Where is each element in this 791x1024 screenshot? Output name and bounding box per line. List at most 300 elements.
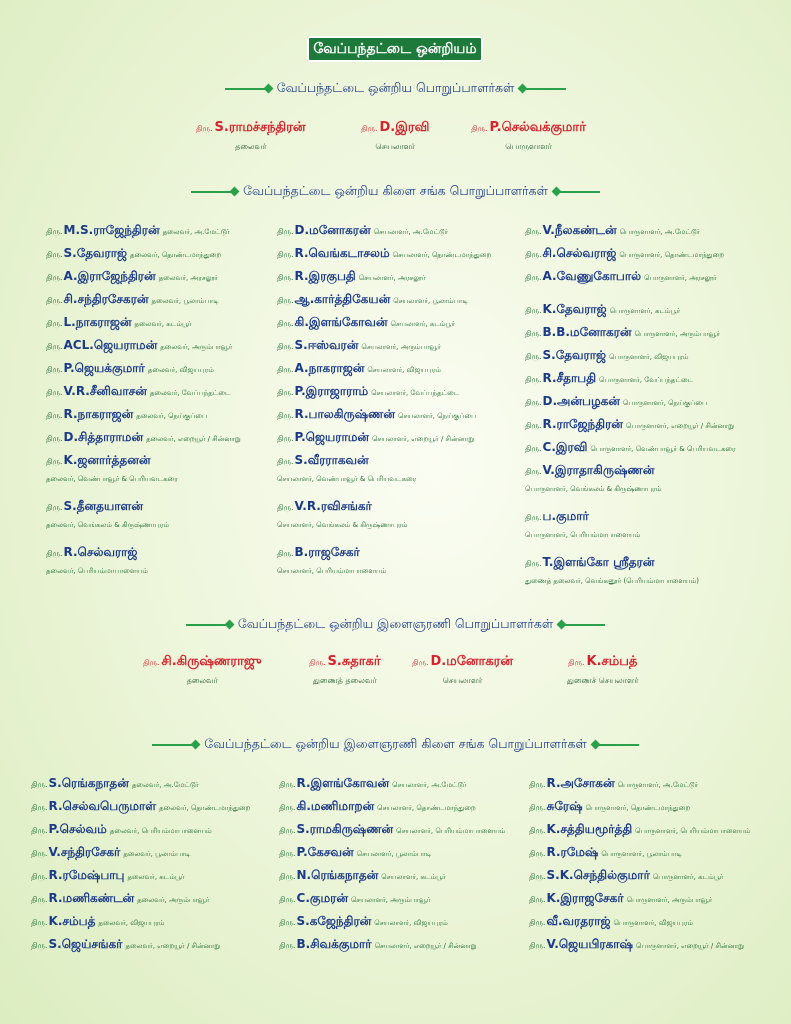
member-name: சி.சந்திரசேகரன்	[63, 292, 149, 306]
officer-block	[143, 650, 262, 686]
list-item	[525, 551, 736, 597]
member-name: K.சத்தியமூர்த்தி	[546, 822, 633, 836]
prefix: திரு.	[525, 352, 542, 361]
prefix: திரு.	[46, 342, 63, 351]
member-name: S.தீனதயாளன்	[63, 499, 144, 513]
prefix: திரு.	[46, 549, 63, 558]
prefix: திரு.	[525, 250, 542, 259]
member-role: செயலாளர், எறையூர் / சின்னாறு	[374, 942, 477, 950]
prefix: திரு.	[525, 421, 542, 430]
list-item	[525, 390, 736, 413]
prefix: திரு.	[46, 457, 63, 466]
member-name: T.இளங்கோ ஸ்ரீதரன்	[542, 555, 655, 569]
prefix: திரு.	[46, 365, 63, 374]
prefix: திரு.	[525, 398, 542, 407]
member-role: செயலாளர், தொண்டமாந்துறை	[377, 804, 476, 812]
list-item	[529, 795, 750, 818]
member-name: R.வெங்கடாசலம்	[294, 246, 390, 260]
member-name: S.ரெங்கநாதன்	[48, 776, 129, 790]
prefix: திரு.	[46, 296, 63, 305]
youth-column-presidents	[31, 772, 250, 956]
prefix: திரு.	[31, 918, 48, 927]
list-item	[277, 265, 491, 288]
member-name: R.அசோகன்	[546, 776, 615, 790]
divider-right	[561, 624, 605, 626]
prefix: திரு.	[529, 826, 546, 835]
list-item	[279, 887, 505, 910]
list-item	[46, 242, 241, 265]
list-item	[529, 841, 750, 864]
prefix: திரு.	[277, 503, 294, 512]
member-name: R.பாலகிருஷ்ணன்	[294, 407, 395, 421]
member-name: P.ஜெயராமன்	[294, 430, 370, 444]
prefix: திரு.	[46, 273, 63, 282]
prefix: திரு.	[279, 803, 296, 812]
member-role: பொருளாளர், பெரியம்மாபாளையம்	[525, 531, 641, 539]
section-heading-youth: வேப்பந்தட்டை ஒன்றிய இளைஞரணி பொறுப்பாளர்கள்	[0, 616, 791, 632]
member-role: தலைவர், அரும்பாவூர்	[137, 896, 210, 904]
list-item	[525, 505, 736, 551]
prefix: திரு.	[277, 388, 294, 397]
list-item	[46, 311, 241, 334]
member-role: செயலாளர், கடம்பூர்	[390, 320, 455, 328]
member-role: தலைவர், விஜயபுரம்	[98, 919, 165, 927]
prefix: திரு.	[361, 124, 378, 133]
prefix: திரு.	[525, 444, 542, 453]
member-name: K.சம்பத்	[48, 914, 96, 928]
member-role: செயலாளர், அரும்பாவூர்	[361, 343, 441, 351]
prefix: திரு.	[277, 411, 294, 420]
member-name: B.B.மனோகரன்	[542, 325, 632, 339]
list-item	[31, 841, 250, 864]
member-role: தலைவர், கடம்பூர்	[134, 320, 192, 328]
member-role: தலைவர், வேப்பந்தட்டை	[149, 389, 231, 397]
member-name: M.S.ராஜேந்திரன்	[63, 223, 160, 237]
member-role: தலைவர், அ.மேட்டூர்	[162, 228, 230, 236]
divider-left	[191, 191, 235, 193]
list-item	[31, 772, 250, 795]
member-role: பொருளாளர், அரசலூர்	[644, 274, 717, 282]
officer-name: P.செல்வக்குமார்	[489, 120, 586, 135]
member-name: V.இராதாகிருஷ்ணன்	[542, 463, 655, 477]
prefix: திரு.	[46, 388, 63, 397]
member-role: செயலாளர், வெங்கலம் & கிருஷ்ணாபுரம்	[277, 521, 408, 529]
list-item	[529, 887, 750, 910]
member-role: தலைவர், பூலாம்பாடி	[151, 297, 219, 305]
member-name: S.கஜேந்திரன்	[296, 914, 372, 928]
member-role: தலைவர், வெண்பாவூர் & பெரியவடகரை	[46, 475, 178, 483]
member-role: பொருளாளர், தொண்டமாந்துறை	[619, 251, 724, 259]
member-role: செயலாளர், கடம்பூர்	[381, 873, 446, 881]
prefix: திரு.	[529, 941, 546, 950]
list-item	[279, 910, 505, 933]
member-role: பொருளாளர், எறையூர் / சின்னாறு	[625, 422, 734, 430]
member-role: செயலாளர், பெரியம்மாபாளையம்	[396, 827, 506, 835]
youth-column-treasurers	[529, 772, 750, 956]
prefix: திரு.	[529, 895, 546, 904]
officer-name: K.சம்பத்	[586, 654, 638, 669]
member-role: தலைவர், நெய்குப்பை	[136, 412, 208, 420]
list-item	[46, 265, 241, 288]
prefix: திரு.	[529, 872, 546, 881]
list-item	[277, 449, 491, 495]
officer-name-line	[143, 650, 262, 670]
member-role: செயலாளர், தொண்டமாந்துறை	[392, 251, 492, 259]
member-role: துணைத் தலைவர், வெங்கனூர் (பெரியம்மாபாளையம்)	[525, 577, 699, 585]
member-name: D.சித்தாராமன்	[63, 430, 144, 444]
list-item	[31, 887, 250, 910]
member-name: கி.மணிமாறன்	[296, 799, 375, 813]
prefix: திரு.	[568, 658, 585, 667]
member-name: V.ஜெயபிரகாஷ்	[546, 937, 633, 951]
divider-right	[595, 744, 639, 746]
divider-right	[522, 88, 566, 90]
member-name: C.இரவி	[542, 440, 588, 454]
prefix: திரு.	[529, 803, 546, 812]
list-item	[529, 818, 750, 841]
prefix: திரு.	[277, 319, 294, 328]
member-role: பொருளாளர், அரும்பாவூர்	[634, 330, 721, 338]
prefix: திரு.	[277, 457, 294, 466]
member-name: R.செல்வராஜ்	[63, 545, 138, 559]
member-role: செயலாளர், அ.மேட்டூர்	[373, 228, 449, 236]
list-item	[277, 311, 491, 334]
member-name: சுரேஷ்	[546, 799, 583, 813]
list-item	[529, 910, 750, 933]
member-name: S.K.செந்தில்குமார்	[546, 868, 650, 882]
member-role: செயலாளர், வேப்பந்தட்டை	[371, 389, 460, 397]
prefix: திரு.	[143, 658, 160, 667]
member-name: K.ஜனார்த்தனன்	[63, 453, 151, 467]
prefix: திரு.	[279, 918, 296, 927]
list-item	[277, 219, 491, 242]
member-role: செயலாளர், நெய்குப்பை	[398, 412, 477, 420]
member-role: பொருளாளர், விஜயபுரம்	[613, 919, 694, 927]
member-name: L.நாகராஜன்	[63, 315, 132, 329]
officer-role: செயலாளர்	[442, 676, 483, 685]
divider-right	[556, 191, 600, 193]
prefix: திரு.	[525, 273, 542, 282]
member-name: V.சந்திரசேகர்	[48, 845, 121, 859]
section-heading-youth-branch: வேப்பந்தட்டை ஒன்றிய இளைஞரணி கிளை சங்க பொறுப்பாளர்கள்	[0, 736, 791, 752]
prefix: திரு.	[46, 434, 63, 443]
list-item	[525, 413, 736, 436]
prefix: திரு.	[31, 872, 48, 881]
list-item	[277, 357, 491, 380]
list-item	[31, 795, 250, 818]
officer-role: செயலாளர்	[375, 142, 416, 151]
member-role: பொருளாளர், பெரியம்மாபாளையம்	[635, 827, 751, 835]
prefix: திரு.	[196, 124, 213, 133]
member-name: P.இராஜாராம்	[294, 384, 369, 398]
member-role: செயலாளர், அரும்பாவூர்	[350, 896, 431, 904]
prefix: திரு.	[279, 872, 296, 881]
list-item	[31, 864, 250, 887]
list-item	[46, 541, 241, 587]
list-item	[277, 242, 491, 265]
member-role: தலைவர், தொண்டமாந்துறை	[130, 251, 222, 259]
list-item	[279, 795, 505, 818]
list-item	[525, 344, 736, 367]
officer-name: சி.கிருஷ்ணராஜு	[161, 654, 262, 669]
list-item	[46, 357, 241, 380]
member-name: B.ராஜசேகர்	[294, 545, 360, 559]
list-item	[525, 367, 736, 390]
member-role: செயலாளர், வெண்பாவூர் & பெரியவடகரை	[277, 475, 417, 483]
list-item	[277, 541, 491, 587]
member-role: தலைவர், எறையூர் / சின்னாறு	[146, 435, 241, 443]
member-role: பொருளாளர், விஜயபுரம்	[609, 353, 689, 361]
member-role: பொருளாளர், கடம்பூர்	[652, 873, 724, 881]
member-name: S.ராமகிருஷ்ணன்	[296, 822, 394, 836]
member-name: S.தேவராஜ்	[542, 348, 607, 362]
prefix: திரு.	[525, 329, 542, 338]
officer-name: D.மனோகரன்	[430, 654, 513, 669]
divider-left	[225, 88, 269, 90]
prefix: திரு.	[31, 780, 48, 789]
member-role: பொருளாளர், வெண்பாவூர் & பெரியவடகரை	[590, 445, 736, 453]
member-role: பொருளாளர், வேப்பந்தட்டை	[599, 376, 694, 384]
prefix: திரு.	[31, 941, 48, 950]
officer-name-line	[412, 650, 513, 670]
member-name: B.சிவக்குமார்	[296, 937, 372, 951]
member-name: P.செல்வம்	[48, 822, 107, 836]
list-item	[277, 334, 491, 357]
member-name: ப.குமார்	[542, 509, 589, 523]
member-name: R.நாகராஜன்	[63, 407, 134, 421]
prefix: திரு.	[279, 941, 296, 950]
officer-block	[309, 650, 381, 686]
list-item	[525, 436, 736, 459]
member-name: A.நாகராஜன்	[294, 361, 365, 375]
member-role: தலைவர், அரசலூர்	[158, 274, 218, 282]
list-item	[46, 288, 241, 311]
member-name: K.தேவராஜ்	[542, 302, 607, 316]
section-heading-union-officers: வேப்பந்தட்டை ஒன்றிய பொறுப்பாளர்கள்	[0, 80, 791, 96]
list-item	[277, 288, 491, 311]
member-role: தலைவர், அரும்பாவூர்	[160, 343, 233, 351]
member-role: பொருளாளர், கடம்பூர்	[609, 307, 681, 315]
member-name: S.ஈஸ்வரன்	[294, 338, 359, 352]
officer-block	[361, 116, 429, 152]
member-name: R.இரகுபதி	[294, 269, 356, 283]
prefix: திரு.	[279, 826, 296, 835]
member-name: R.ராஜேந்திரன்	[542, 417, 623, 431]
branch-column-presidents	[46, 219, 241, 587]
officer-name: S.சுதாகர்	[327, 654, 381, 669]
member-role: பொருளாளர், எறையூர் / சின்னாறு	[635, 942, 745, 950]
officer-block	[412, 650, 513, 686]
member-role: தலைவர், வெங்கலம் & கிருஷ்ணாபுரம்	[46, 521, 169, 529]
member-name: C.குமரன்	[296, 891, 348, 905]
prefix: திரு.	[277, 342, 294, 351]
officer-role: துணைச் செயலாளர்	[567, 676, 639, 685]
officer-role: தலைவர்	[235, 142, 267, 151]
prefix: திரு.	[525, 375, 542, 384]
list-item	[529, 933, 750, 956]
prefix: திரு.	[529, 849, 546, 858]
member-role: தலைவர், கடம்பூர்	[127, 873, 185, 881]
list-item	[525, 298, 736, 321]
officer-role: தலைவர்	[186, 676, 218, 685]
officer-block	[567, 650, 638, 686]
member-role: தலைவர், அ.மேட்டூர்	[131, 781, 199, 789]
divider-left	[186, 624, 230, 626]
branch-column-treasurers	[525, 219, 736, 597]
prefix: திரு.	[31, 803, 48, 812]
list-item	[46, 426, 241, 449]
member-role: பொருளாளர், வெங்கலம் & கிருஷ்ணாபுரம்	[525, 485, 662, 493]
prefix: திரு.	[525, 227, 542, 236]
list-item	[46, 334, 241, 357]
list-item	[46, 219, 241, 242]
prefix: திரு.	[279, 849, 296, 858]
member-name: P.கேசவன்	[296, 845, 354, 859]
member-role: செயலாளர், பூலாம்பாடி	[356, 850, 432, 858]
prefix: திரு.	[309, 658, 326, 667]
prefix: திரு.	[279, 895, 296, 904]
member-role: பொருளாளர், அ.மேட்டூர்	[617, 781, 698, 789]
member-name: S.தேவராஜ்	[63, 246, 128, 260]
section-heading-branch: வேப்பந்தட்டை ஒன்றிய கிளை சங்க பொறுப்பாளர்கள்	[0, 183, 791, 199]
prefix: திரு.	[525, 513, 542, 522]
prefix: திரு.	[277, 365, 294, 374]
prefix: திரு.	[525, 559, 542, 568]
member-name: வீ.வரதராஜ்	[546, 914, 611, 928]
officer-name-line	[196, 116, 306, 136]
member-name: சி.செல்வராஜ்	[542, 246, 617, 260]
member-name: கி.இளங்கோவன்	[294, 315, 388, 329]
list-item	[46, 449, 241, 495]
prefix: திரு.	[277, 250, 294, 259]
member-name: V.நீலகண்டன்	[542, 223, 617, 237]
prefix: திரு.	[277, 296, 294, 305]
officer-name: D.இரவி	[379, 120, 430, 135]
member-name: R.ரமேஷ்	[546, 845, 599, 859]
list-item	[31, 818, 250, 841]
prefix: திரு.	[277, 273, 294, 282]
prefix: திரு.	[471, 124, 488, 133]
member-name: R.செல்வபெருமாள்	[48, 799, 157, 813]
prefix: திரு.	[31, 849, 48, 858]
member-role: தலைவர், பூலாம்பாடி	[123, 850, 191, 858]
list-item	[525, 219, 736, 242]
member-role: தலைவர், தொண்டமாந்துறை	[159, 804, 251, 812]
prefix: திரு.	[277, 549, 294, 558]
list-item	[279, 864, 505, 887]
list-item	[277, 403, 491, 426]
member-name: N.ரெங்கநாதன்	[296, 868, 379, 882]
divider-left	[152, 744, 196, 746]
prefix: திரு.	[277, 434, 294, 443]
member-name: S.ஜெய்சங்கர்	[48, 937, 123, 951]
member-role: செயலாளர், அரசலூர்	[358, 274, 426, 282]
list-item	[525, 265, 736, 288]
member-role: பொருளாளர், தொண்டமாந்துறை	[585, 804, 691, 812]
prefix: திரு.	[46, 227, 63, 236]
member-role: செயலாளர், எறையூர் / சின்னாறு	[372, 435, 475, 443]
member-name: D.அன்பழகன்	[542, 394, 620, 408]
list-item	[31, 933, 250, 956]
list-item	[31, 910, 250, 933]
member-name: R.ரமேஷ்பாபு	[48, 868, 125, 882]
member-role: செயலாளர், அ.மேட்டூர்	[392, 781, 467, 789]
youth-column-secretaries	[279, 772, 505, 956]
list-item	[277, 495, 491, 541]
member-name: R.சீதாபதி	[542, 371, 597, 385]
list-item	[46, 403, 241, 426]
prefix: திரு.	[529, 918, 546, 927]
prefix: திரு.	[46, 250, 63, 259]
list-item	[277, 380, 491, 403]
member-name: V.R.சீனிவாசன்	[63, 384, 147, 398]
member-role: தலைவர், பெரியம்மாபாளையம்	[109, 827, 212, 835]
member-name: A.வேணுகோபால்	[542, 269, 642, 283]
list-item	[279, 841, 505, 864]
list-item	[277, 426, 491, 449]
member-role: பொருளாளர், பூலாம்பாடி	[601, 850, 683, 858]
prefix: திரு.	[31, 895, 48, 904]
member-name: D.மனோகரன்	[294, 223, 371, 237]
member-role: பொருளாளர், அரும்பாவூர்	[626, 896, 713, 904]
officer-name-line	[309, 650, 381, 670]
list-item	[525, 321, 736, 344]
list-item	[46, 495, 241, 541]
page-title: வேப்பந்தட்டை ஒன்றியம்	[307, 36, 483, 62]
member-role: செயலாளர், பூலாம்பாடி	[393, 297, 468, 305]
member-role: பொருளாளர், அ.மேட்டூர்	[619, 228, 700, 236]
list-item	[279, 933, 505, 956]
list-item	[525, 459, 736, 505]
member-name: P.ஜெயக்குமார்	[63, 361, 145, 375]
list-item	[279, 772, 505, 795]
member-role: தலைவர், எறையூர் / சின்னாறு	[125, 942, 221, 950]
member-role: செயலாளர், விஜயபுரம்	[367, 366, 441, 374]
branch-column-secretaries	[277, 219, 491, 587]
member-role: தலைவர், பெரியம்மாபாளையம்	[46, 567, 148, 575]
officer-name-line	[361, 116, 429, 136]
prefix: திரு.	[31, 826, 48, 835]
prefix: திரு.	[277, 227, 294, 236]
list-item	[529, 772, 750, 795]
officer-name: S.ராமச்சந்திரன்	[214, 120, 306, 135]
prefix: திரு.	[279, 780, 296, 789]
member-role: தலைவர், விஜயபுரம்	[147, 366, 214, 374]
list-item	[529, 864, 750, 887]
member-name: K.இராஜசேகர்	[546, 891, 624, 905]
list-item	[46, 380, 241, 403]
member-name: ACL.ஜெயராமன்	[63, 338, 158, 352]
member-name: A.இராஜேந்திரன்	[63, 269, 156, 283]
prefix: திரு.	[412, 658, 429, 667]
officer-role: பொருளாளர்	[505, 142, 552, 151]
member-role: செயலாளர், பெரியம்மாபாளையம்	[277, 567, 387, 575]
officer-block	[471, 116, 586, 152]
officer-block	[196, 116, 306, 152]
member-name: S.வீரராகவன்	[294, 453, 369, 467]
prefix: திரு.	[529, 780, 546, 789]
officer-role: துணைத் தலைவர்	[312, 676, 377, 685]
member-name: V.R.ரவிசங்கர்	[294, 499, 372, 513]
officer-name-line	[567, 650, 638, 670]
list-item	[279, 818, 505, 841]
prefix: திரு.	[525, 306, 542, 315]
member-name: R.மணிகண்டன்	[48, 891, 135, 905]
member-name: ஆ.கார்த்திகேயன்	[294, 292, 391, 306]
prefix: திரு.	[525, 467, 542, 476]
prefix: திரு.	[46, 319, 63, 328]
prefix: திரு.	[46, 411, 63, 420]
